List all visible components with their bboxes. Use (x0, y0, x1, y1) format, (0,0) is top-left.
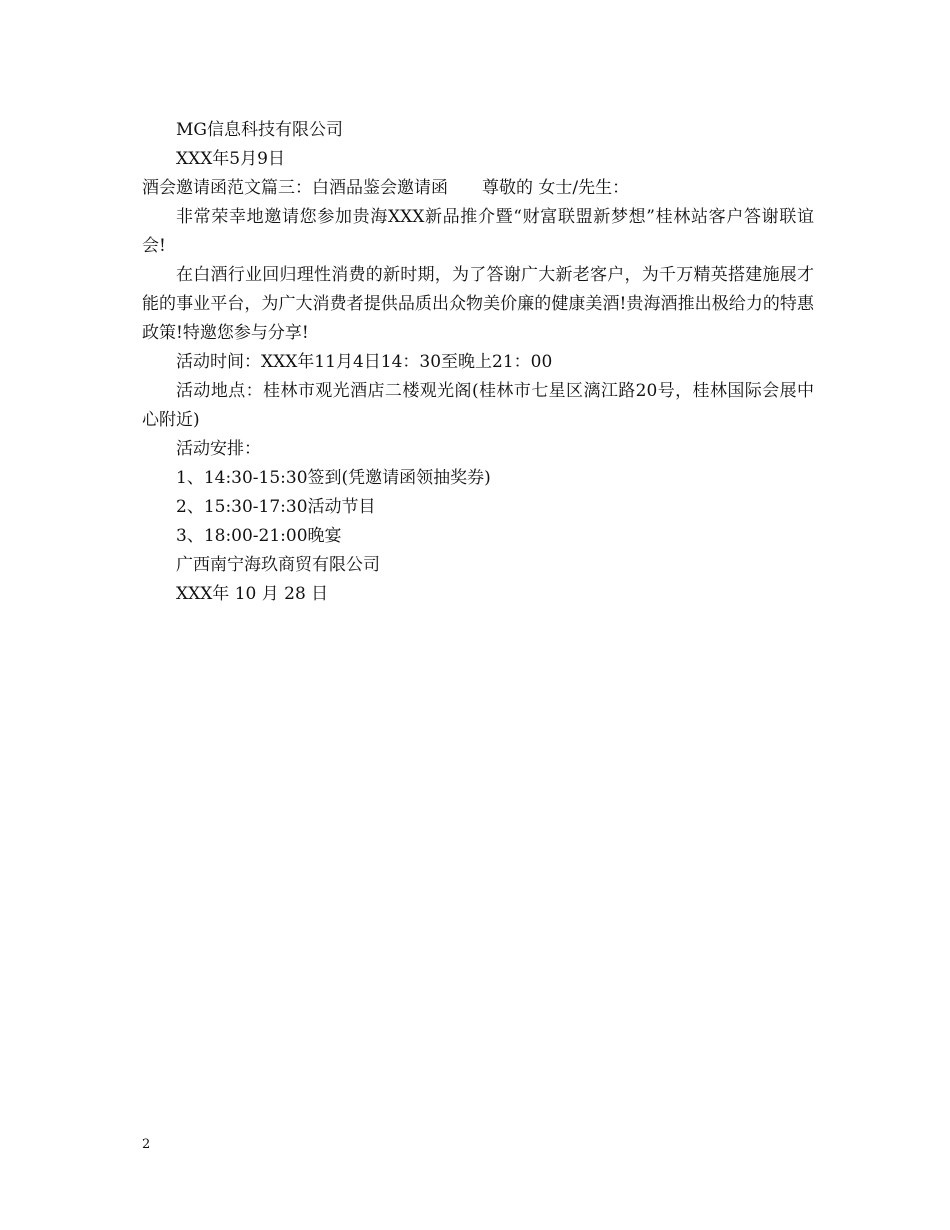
salutation: 尊敬的 女士/先生： (482, 178, 630, 198)
section-heading: 酒会邀请函范文篇三：白酒品鉴会邀请函 (142, 178, 448, 198)
event-time: 活动时间：XXX年11月4日14：30至晚上21：00 (176, 352, 553, 372)
schedule-item: 2、15:30-17:30活动节目 (176, 497, 376, 517)
document-body (142, 116, 814, 609)
page-number: 2 (142, 1137, 151, 1152)
date-bottom: XXX年 10 月 28 日 (176, 584, 329, 604)
schedule-title: 活动安排： (176, 439, 261, 459)
heading-line (142, 174, 814, 203)
invitation-paragraph: 非常荣幸地邀请您参加贵海XXX新品推介暨“财富联盟新梦想”桂林站客户答谢联谊会! (142, 207, 814, 256)
event-place: 活动地点：桂林市观光酒店二楼观光阁(桂林市七星区漓江路20号，桂林国际会展中心附近) (142, 381, 814, 430)
schedule-item: 1、14:30-15:30签到(凭邀请函领抽奖券) (176, 468, 491, 488)
date-top: XXX年5月9日 (176, 149, 285, 169)
company-name-top: MG信息科技有限公司 (176, 120, 343, 140)
company-name-bottom: 广西南宁海玖商贸有限公司 (176, 555, 380, 575)
intro-paragraph: 在白酒行业回归理性消费的新时期，为了答谢广大新老客户，为千万精英搭建施展才能的事业平台，为广大消费者提供品质出众物美价廉的健康美酒!贵海酒推出极给力的特惠政策!特邀您参与分享! (142, 265, 814, 343)
schedule-item: 3、18:00-21:00晚宴 (176, 526, 342, 546)
